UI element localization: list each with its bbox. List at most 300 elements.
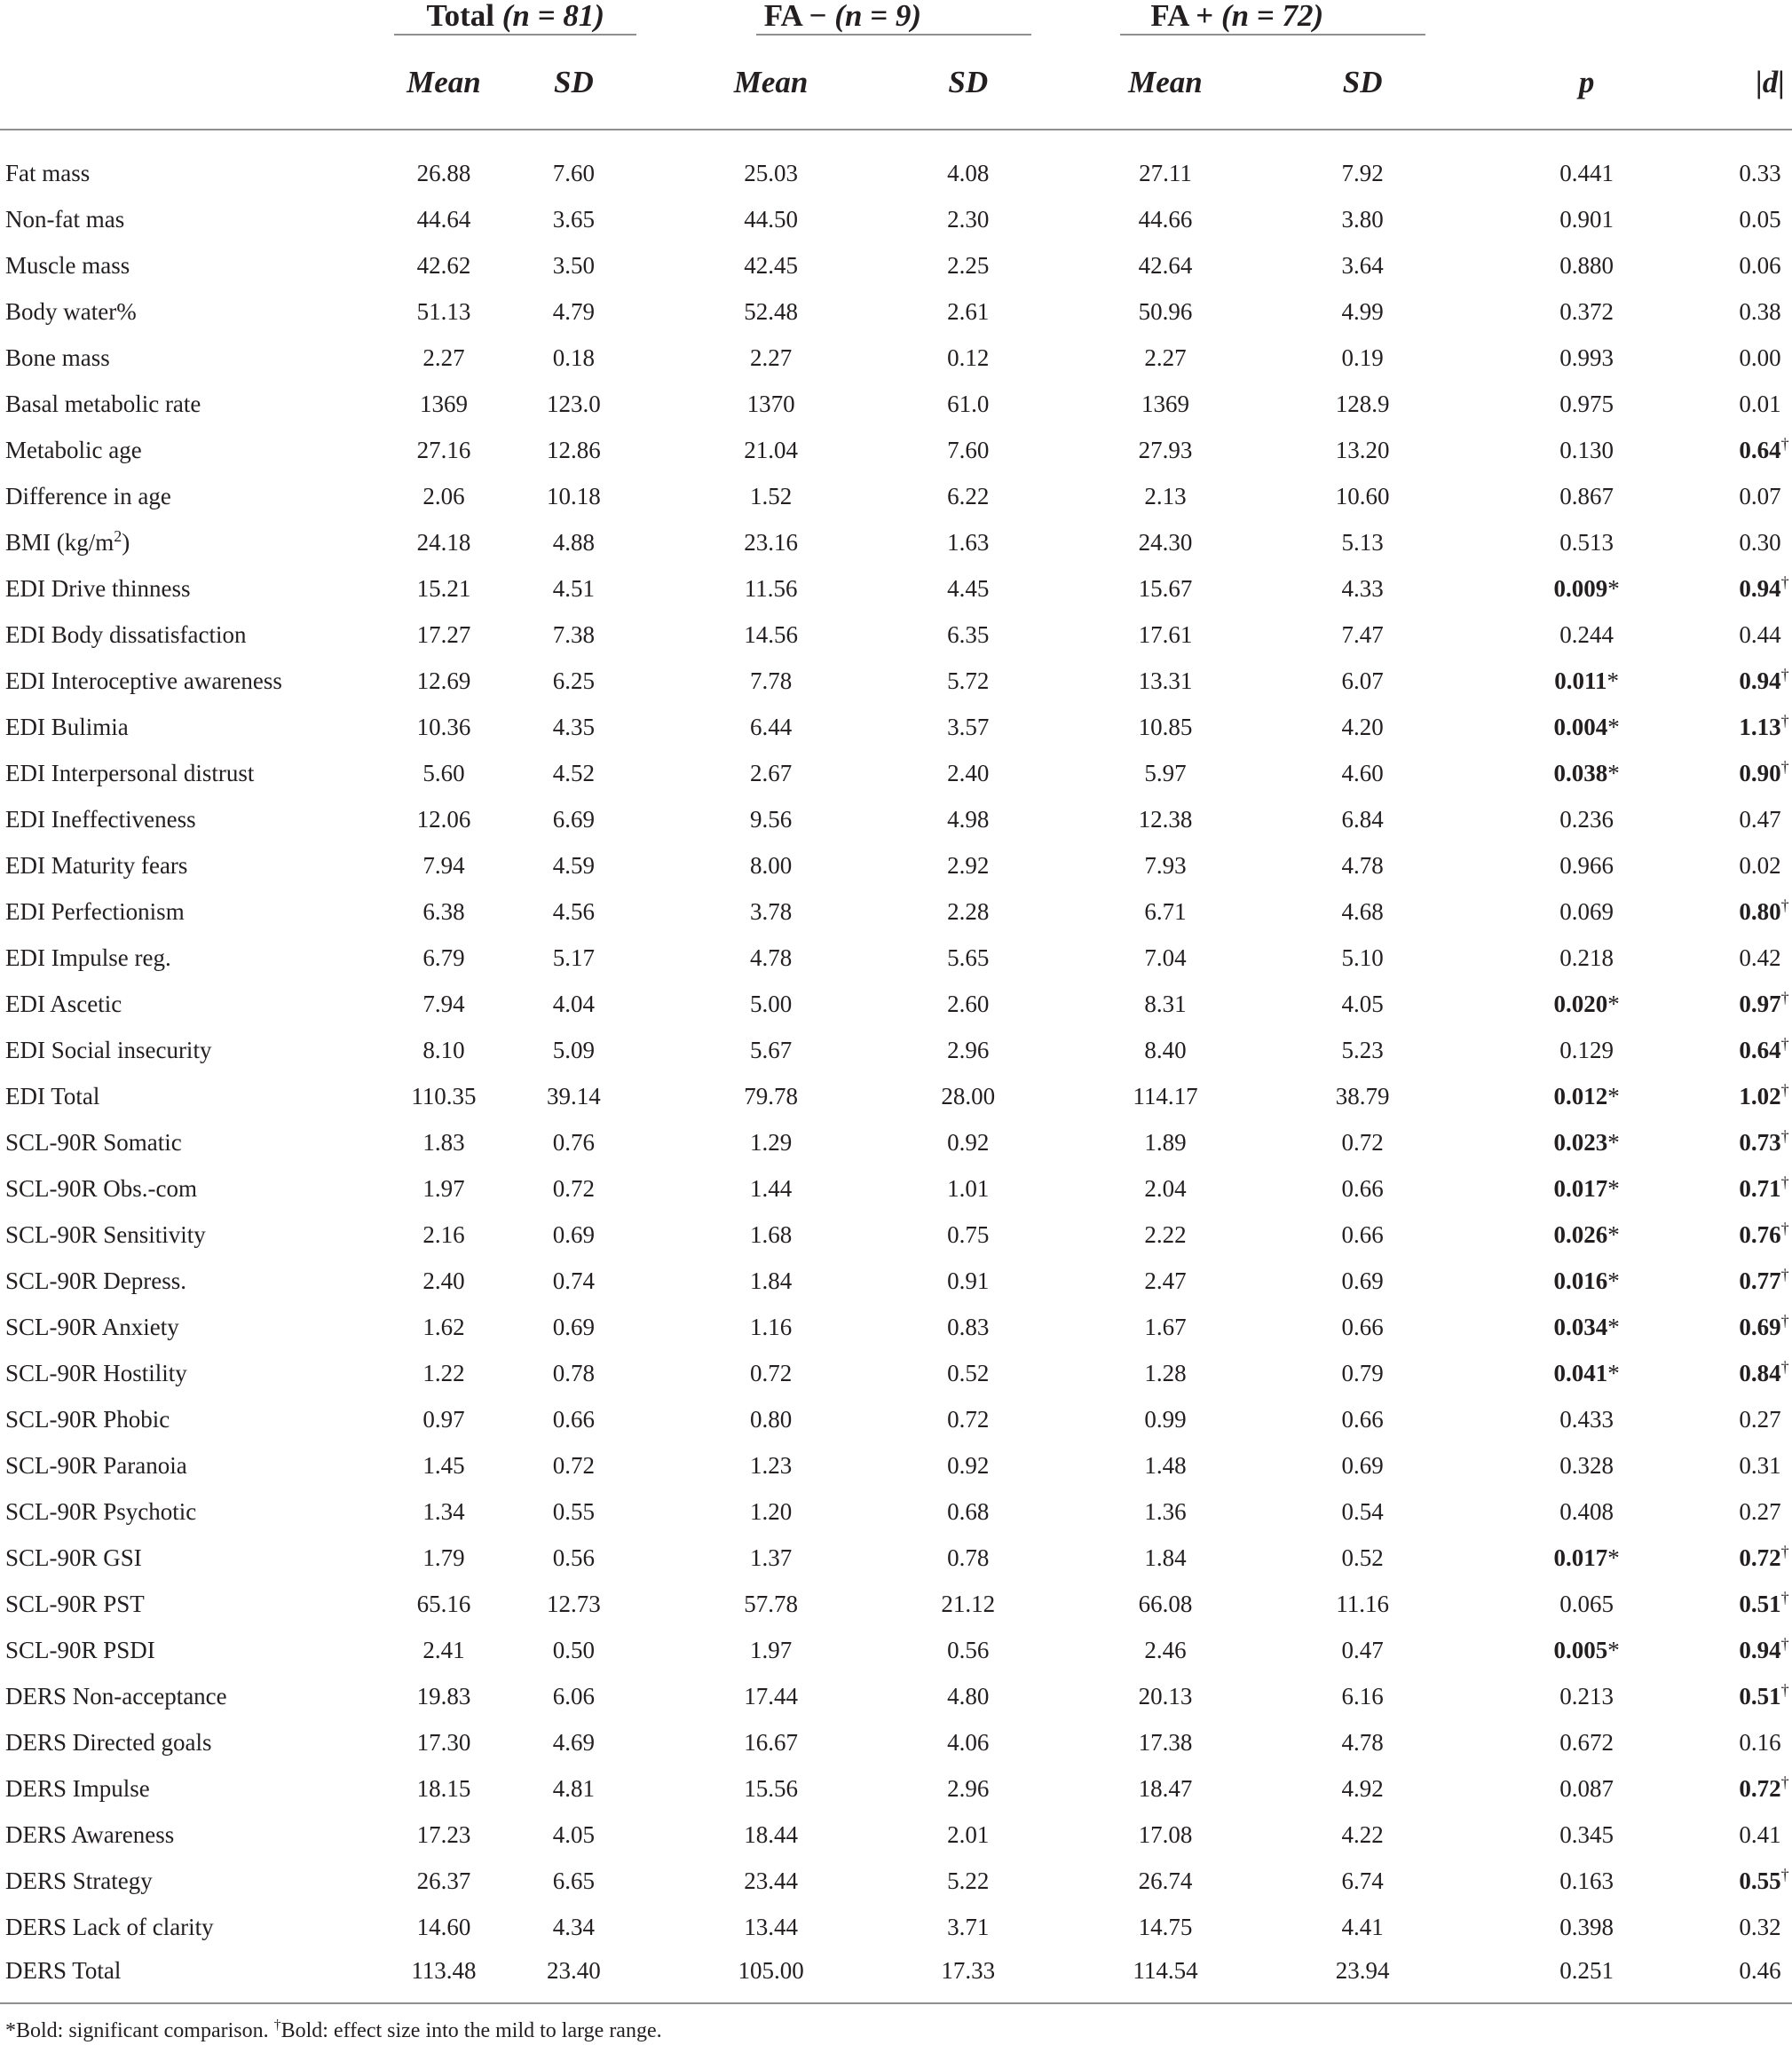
fa-minus-mean-cell: 1370 [746, 390, 795, 417]
fa-minus-sd-cell: 4.08 [947, 159, 990, 186]
fa-plus-mean-cell: 2.13 [1144, 482, 1187, 509]
p-value: 0.398 [1559, 1913, 1614, 1940]
row-label [0, 473, 385, 519]
effect-size-dagger: † [1780, 1034, 1789, 1053]
fa-minus-sd-cell: 1.63 [947, 528, 990, 556]
fa-minus-mean-cell: 5.00 [749, 990, 793, 1017]
table-row [0, 1027, 1792, 1073]
total-mean-cell: 15.21 [416, 574, 471, 602]
effect-size-dagger: † [1780, 711, 1789, 730]
table-row [0, 565, 1792, 612]
fa-minus-mean-cell: 7.78 [749, 667, 793, 694]
fa-plus-mean-cell: 10.85 [1138, 713, 1193, 740]
fa-plus-sd-cell: 13.20 [1335, 436, 1390, 463]
fa-plus-sd-cell: 4.78 [1341, 1728, 1384, 1756]
effect-size-cell [1739, 1165, 1792, 1212]
row-label [0, 612, 385, 658]
table-row [0, 612, 1792, 658]
table-row [0, 1212, 1792, 1258]
p-value: 0.441 [1559, 159, 1614, 186]
row-label-text: SCL-90R Paranoia [5, 1451, 187, 1479]
fa-plus-sd-cell: 4.20 [1341, 713, 1384, 740]
effect-size-value: 0.06 [1739, 251, 1781, 279]
effect-size-value: 0.00 [1739, 343, 1781, 371]
table-bottom-rule [0, 2002, 1792, 2004]
table-row [0, 1073, 1792, 1119]
row-label [0, 335, 385, 381]
total-sd-cell: 0.76 [552, 1128, 596, 1156]
fa-minus-mean-cell: 6.44 [749, 713, 793, 740]
effect-size-dagger: † [1780, 1773, 1789, 1791]
effect-size-cell [1739, 1627, 1792, 1673]
row-label-text: EDI Perfectionism [5, 897, 185, 925]
row-label [0, 981, 385, 1027]
total-sd-cell: 39.14 [547, 1082, 601, 1109]
total-sd-cell: 3.50 [552, 251, 596, 279]
fa-minus-mean-cell: 0.72 [749, 1359, 793, 1386]
effect-size-cell [1739, 935, 1792, 981]
total-mean-cell: 26.88 [416, 159, 471, 186]
fa-minus-mean-cell: 8.00 [749, 851, 793, 879]
significance-star: * [1607, 1313, 1620, 1340]
total-sd-cell: 4.34 [552, 1913, 596, 1940]
p-value-cell [1434, 842, 1739, 888]
row-label-text: EDI Maturity fears [5, 851, 188, 879]
p-value: 0.012 [1553, 1082, 1608, 1109]
effect-size-dagger: † [1780, 1865, 1789, 1883]
p-value: 0.130 [1559, 436, 1614, 463]
effect-size-dagger: † [1780, 1080, 1789, 1099]
p-value: 0.345 [1559, 1820, 1614, 1848]
fa-plus-sd-cell: 0.69 [1341, 1267, 1384, 1294]
fa-minus-sd-cell: 17.33 [941, 1957, 996, 1984]
fa-minus-sd-cell: 5.65 [947, 944, 990, 971]
effect-size-cell [1739, 842, 1792, 888]
fa-plus-mean-cell: 2.46 [1144, 1636, 1187, 1663]
row-label [0, 1073, 385, 1119]
group-fa-minus-name: FA − [763, 0, 827, 33]
total-sd-cell: 7.38 [552, 620, 596, 648]
total-sd-cell: 12.73 [547, 1590, 601, 1617]
total-sd-cell: 0.69 [552, 1313, 596, 1340]
total-mean-cell: 6.38 [422, 897, 465, 925]
total-sd-cell: 6.65 [552, 1867, 596, 1894]
table-row [0, 796, 1792, 842]
p-value-cell [1434, 1165, 1739, 1212]
row-label [0, 242, 385, 288]
group-total-header [385, 0, 645, 36]
row-label-text: SCL-90R PSDI [5, 1636, 155, 1663]
fa-minus-mean-cell: 1.44 [749, 1174, 793, 1202]
p-value: 0.236 [1559, 805, 1614, 833]
total-mean-cell: 8.10 [422, 1036, 465, 1063]
total-sd-cell: 23.40 [547, 1957, 601, 1984]
table-row [0, 130, 1792, 196]
table-row [0, 242, 1792, 288]
row-label [0, 1119, 385, 1165]
total-mean-cell: 7.94 [422, 851, 465, 879]
fa-plus-sd-cell: 0.66 [1341, 1405, 1384, 1433]
effect-size-value: 0.44 [1739, 620, 1781, 648]
effect-size-cell [1739, 888, 1792, 935]
row-label [0, 1212, 385, 1258]
total-sd-cell: 0.72 [552, 1174, 596, 1202]
effect-size-cell [1739, 1212, 1792, 1258]
effect-size-value: 0.02 [1739, 851, 1781, 879]
total-mean-cell: 2.41 [422, 1636, 465, 1663]
effect-size-value: 0.73 [1739, 1128, 1781, 1156]
total-mean-cell: 27.16 [416, 436, 471, 463]
table-footnote [5, 2019, 662, 2043]
fa-minus-sd-cell: 5.22 [947, 1867, 990, 1894]
footnote-star: * [5, 2019, 16, 2042]
fa-plus-mean-cell: 66.08 [1138, 1590, 1193, 1617]
p-value-cell [1434, 1673, 1739, 1719]
fa-plus-mean-cell: 1.48 [1144, 1451, 1187, 1479]
total-mean-cell: 1.62 [422, 1313, 465, 1340]
row-label-text: SCL-90R GSI [5, 1544, 142, 1571]
row-label-text: Muscle mass [5, 251, 130, 279]
total-sd-cell: 0.72 [552, 1451, 596, 1479]
table-row [0, 658, 1792, 704]
effect-size-value: 0.94 [1739, 1636, 1781, 1663]
effect-size-value: 0.76 [1739, 1220, 1781, 1248]
total-mean-cell: 1.45 [422, 1451, 465, 1479]
fa-plus-mean-cell: 17.38 [1138, 1728, 1193, 1756]
effect-size-value: 0.72 [1739, 1774, 1781, 1802]
effect-size-value: 0.01 [1739, 390, 1781, 417]
fa-minus-mean-cell: 1.37 [749, 1544, 793, 1571]
p-value: 0.020 [1553, 990, 1608, 1017]
p-value: 0.408 [1559, 1497, 1614, 1525]
p-value: 0.034 [1553, 1313, 1608, 1340]
fa-plus-mean-cell: 17.08 [1138, 1820, 1193, 1848]
fa-minus-sd-cell: 6.35 [947, 620, 990, 648]
effect-size-value: 0.32 [1739, 1913, 1781, 1940]
row-label [0, 130, 385, 196]
effect-size-dagger: † [1780, 1357, 1789, 1376]
total-sd-header: SD [502, 36, 646, 130]
p-value-cell [1434, 427, 1739, 473]
total-mean-cell: 65.16 [416, 1590, 471, 1617]
total-mean-cell: 1.34 [422, 1497, 465, 1525]
fa-plus-mean-cell: 7.04 [1144, 944, 1187, 971]
fa-plus-sd-cell: 23.94 [1335, 1957, 1390, 1984]
p-value-cell [1434, 242, 1739, 288]
effect-size-cell [1739, 381, 1792, 427]
p-value: 0.004 [1553, 713, 1608, 740]
total-mean-cell: 0.97 [422, 1405, 465, 1433]
p-value: 0.244 [1559, 620, 1614, 648]
significance-star: * [1607, 1544, 1620, 1571]
p-value: 0.129 [1559, 1036, 1614, 1063]
total-sd-cell: 10.18 [547, 482, 601, 509]
row-label-text: BMI (kg/m [5, 528, 114, 556]
table-row [0, 981, 1792, 1027]
table-row [0, 473, 1792, 519]
fa-plus-sd-cell: 0.66 [1341, 1174, 1384, 1202]
p-value: 0.867 [1559, 482, 1614, 509]
fa-plus-mean-cell: 15.67 [1138, 574, 1193, 602]
significance-star: * [1607, 1128, 1620, 1156]
fa-plus-mean-cell: 1.89 [1144, 1128, 1187, 1156]
fa-plus-mean-cell: 20.13 [1138, 1682, 1193, 1710]
fa-minus-sd-cell: 2.96 [947, 1774, 990, 1802]
effect-size-cell [1739, 473, 1792, 519]
effect-size-header: |d| [1739, 36, 1792, 130]
fa-plus-sd-cell: 4.05 [1341, 990, 1384, 1017]
row-label [0, 1627, 385, 1673]
total-sd-cell: 4.52 [552, 759, 596, 786]
fa-minus-mean-cell: 1.16 [749, 1313, 793, 1340]
total-sd-cell: 4.05 [552, 1820, 596, 1848]
fa-plus-sd-cell: 0.66 [1341, 1313, 1384, 1340]
p-value: 0.011 [1554, 667, 1607, 694]
fa-plus-sd-cell: 0.19 [1341, 343, 1384, 371]
table-row [0, 1765, 1792, 1812]
row-label-text: DERS Awareness [5, 1820, 175, 1848]
p-value: 0.901 [1559, 205, 1614, 233]
total-mean-cell: 1.79 [422, 1544, 465, 1571]
fa-minus-mean-cell: 5.67 [749, 1036, 793, 1063]
fa-minus-mean-cell: 44.50 [744, 205, 798, 233]
p-value-header: p [1434, 36, 1739, 130]
effect-size-cell [1739, 1350, 1792, 1396]
effect-size-cell [1739, 196, 1792, 242]
p-value-cell [1434, 196, 1739, 242]
total-mean-cell: 12.69 [416, 667, 471, 694]
significance-star: * [1607, 1267, 1620, 1294]
fa-minus-sd-cell: 0.12 [947, 343, 990, 371]
total-sd-cell: 4.51 [552, 574, 596, 602]
effect-size-dagger: † [1780, 1680, 1789, 1699]
p-value-cell [1434, 1812, 1739, 1858]
p-value-cell [1434, 935, 1739, 981]
header-spacer [0, 0, 385, 36]
effect-size-value: 0.77 [1739, 1267, 1781, 1294]
effect-size-value: 0.90 [1739, 759, 1781, 786]
total-mean-cell: 2.40 [422, 1267, 465, 1294]
fa-minus-mean-cell: 57.78 [744, 1590, 798, 1617]
fa-plus-mean-cell: 1.67 [1144, 1313, 1187, 1340]
fa-minus-sd-header: SD [896, 36, 1040, 130]
p-value: 0.009 [1553, 574, 1608, 602]
total-sd-cell: 0.74 [552, 1267, 596, 1294]
effect-size-value: 0.97 [1739, 990, 1781, 1017]
fa-plus-sd-cell: 3.80 [1341, 205, 1384, 233]
effect-size-value: 0.33 [1739, 159, 1781, 186]
total-mean-cell: 17.27 [416, 620, 471, 648]
row-label-text: DERS Strategy [5, 1867, 153, 1894]
total-mean-cell: 1.22 [422, 1359, 465, 1386]
fa-plus-sd-cell: 6.74 [1341, 1867, 1384, 1894]
fa-minus-mean-cell: 79.78 [744, 1082, 798, 1109]
effect-size-value: 0.71 [1739, 1174, 1781, 1202]
p-value: 0.433 [1559, 1405, 1614, 1433]
fa-minus-sd-cell: 0.78 [947, 1544, 990, 1571]
row-label-text: Fat mass [5, 159, 91, 186]
p-value: 0.069 [1559, 897, 1614, 925]
fa-minus-sd-cell: 2.30 [947, 205, 990, 233]
row-label [0, 1442, 385, 1488]
p-value-cell [1434, 612, 1739, 658]
fa-plus-sd-cell: 7.92 [1341, 159, 1384, 186]
total-sd-cell: 0.66 [552, 1405, 596, 1433]
p-value-cell [1434, 1627, 1739, 1673]
total-mean-cell: 2.16 [422, 1220, 465, 1248]
effect-size-value: 0.72 [1739, 1544, 1781, 1571]
p-value-cell [1434, 1258, 1739, 1304]
effect-size-cell [1739, 1765, 1792, 1812]
effect-size-cell [1739, 1027, 1792, 1073]
effect-size-dagger: † [1780, 665, 1789, 683]
fa-minus-sd-cell: 0.72 [947, 1405, 990, 1433]
p-value-cell [1434, 1488, 1739, 1535]
fa-plus-mean-cell: 0.99 [1144, 1405, 1187, 1433]
fa-plus-mean-cell: 26.74 [1138, 1867, 1193, 1894]
effect-size-value: 0.41 [1739, 1820, 1781, 1848]
fa-plus-mean-cell: 1.84 [1144, 1544, 1187, 1571]
fa-minus-mean-cell: 13.44 [744, 1913, 798, 1940]
table-row [0, 1535, 1792, 1581]
table-row [0, 750, 1792, 796]
effect-size-cell [1739, 1673, 1792, 1719]
fa-plus-mean-cell: 1369 [1141, 390, 1189, 417]
group-total-name: Total [426, 0, 494, 33]
p-value-cell [1434, 981, 1739, 1027]
significance-star: * [1607, 1082, 1620, 1109]
fa-plus-mean-cell: 50.96 [1138, 297, 1193, 325]
effect-size-value: 0.30 [1739, 528, 1781, 556]
row-label [0, 888, 385, 935]
fa-plus-sd-cell: 6.16 [1341, 1682, 1384, 1710]
fa-minus-sd-cell: 4.80 [947, 1682, 990, 1710]
p-value-cell [1434, 1535, 1739, 1581]
p-value: 0.880 [1559, 251, 1614, 279]
fa-minus-sd-cell: 3.71 [947, 1913, 990, 1940]
effect-size-value: 0.94 [1739, 574, 1781, 602]
total-mean-cell: 1369 [419, 390, 468, 417]
p-value: 0.017 [1553, 1174, 1608, 1202]
table-row [0, 1258, 1792, 1304]
fa-plus-mean-cell: 17.61 [1138, 620, 1193, 648]
significance-star: * [1606, 667, 1620, 694]
fa-plus-mean-cell: 8.31 [1144, 990, 1187, 1017]
p-value-cell [1434, 519, 1739, 565]
row-label [0, 1858, 385, 1904]
fa-plus-sd-cell: 3.64 [1341, 251, 1384, 279]
group-fa-minus-n: (n = 9) [834, 0, 922, 33]
total-sd-cell: 0.78 [552, 1359, 596, 1386]
significance-star: * [1607, 713, 1620, 740]
p-value-cell [1434, 1212, 1739, 1258]
p-value-cell [1434, 1350, 1739, 1396]
row-label-text: EDI Interpersonal distrust [5, 759, 255, 786]
fa-minus-sd-cell: 2.28 [947, 897, 990, 925]
total-sd-cell: 6.06 [552, 1682, 596, 1710]
total-mean-cell: 26.37 [416, 1867, 471, 1894]
row-label-text: EDI Interoceptive awareness [5, 667, 282, 694]
total-sd-cell: 0.55 [552, 1497, 596, 1525]
fa-minus-mean-cell: 11.56 [744, 574, 798, 602]
fa-plus-mean-cell: 114.17 [1133, 1082, 1198, 1109]
fa-plus-mean-cell: 14.75 [1138, 1913, 1193, 1940]
fa-minus-mean-cell: 18.44 [744, 1820, 798, 1848]
total-sd-cell: 5.17 [552, 944, 596, 971]
significance-star: * [1607, 1220, 1620, 1248]
table-row [0, 704, 1792, 750]
fa-minus-sd-cell: 4.45 [947, 574, 990, 602]
group-total-n: (n = 81) [501, 0, 604, 33]
fa-plus-mean-cell: 13.31 [1138, 667, 1193, 694]
row-label-text: EDI Body dissatisfaction [5, 620, 247, 648]
effect-size-dagger: † [1780, 988, 1789, 1007]
footnote-effect-note: Bold: effect size into the mild to large range. [280, 2019, 662, 2042]
total-mean-cell: 7.94 [422, 990, 465, 1017]
fa-plus-sd-cell: 0.54 [1341, 1497, 1384, 1525]
group-fa-plus-header [1040, 0, 1434, 36]
fa-minus-mean-cell: 1.68 [749, 1220, 793, 1248]
p-value-cell [1434, 1073, 1739, 1119]
total-mean-cell: 113.48 [411, 1957, 477, 1984]
fa-plus-mean-cell: 7.93 [1144, 851, 1187, 879]
fa-minus-sd-cell: 2.96 [947, 1036, 990, 1063]
row-label-text: EDI Bulimia [5, 713, 129, 740]
effect-size-value: 0.51 [1739, 1590, 1781, 1617]
total-mean-header: Mean [385, 36, 501, 130]
effect-size-cell [1739, 427, 1792, 473]
total-sd-cell: 0.18 [552, 343, 596, 371]
total-mean-cell: 10.36 [416, 713, 471, 740]
fa-plus-sd-cell: 11.16 [1336, 1590, 1390, 1617]
p-value: 0.213 [1559, 1682, 1614, 1710]
fa-plus-sd-cell: 5.23 [1341, 1036, 1384, 1063]
fa-minus-mean-cell: 52.48 [744, 297, 798, 325]
effect-size-dagger: † [1780, 1542, 1789, 1560]
fa-minus-sd-cell: 2.01 [947, 1820, 990, 1848]
total-mean-cell: 18.15 [416, 1774, 471, 1802]
fa-minus-mean-cell: 105.00 [738, 1957, 804, 1984]
fa-minus-sd-cell: 2.25 [947, 251, 990, 279]
effect-size-value: 0.07 [1739, 482, 1781, 509]
row-label [0, 1027, 385, 1073]
total-mean-cell: 12.06 [416, 805, 471, 833]
table-row [0, 1396, 1792, 1442]
significance-star: * [1607, 990, 1620, 1017]
fa-minus-sd-cell: 7.60 [947, 436, 990, 463]
row-label-text: SCL-90R Sensitivity [5, 1220, 206, 1248]
table-row [0, 427, 1792, 473]
row-label-text: SCL-90R Hostility [5, 1359, 187, 1386]
effect-size-value: 0.80 [1739, 897, 1781, 925]
total-sd-cell: 3.65 [552, 205, 596, 233]
effect-size-value: 0.16 [1739, 1728, 1781, 1756]
fa-plus-mean-cell: 114.54 [1133, 1957, 1198, 1984]
table-row [0, 1442, 1792, 1488]
effect-size-dagger: † [1780, 1126, 1789, 1145]
row-label-superscript: 2 [114, 526, 122, 545]
p-value-cell [1434, 1765, 1739, 1812]
label-column-header [0, 36, 385, 130]
total-mean-cell: 2.27 [422, 343, 465, 371]
p-value: 0.513 [1559, 528, 1614, 556]
total-sd-cell: 4.81 [552, 1774, 596, 1802]
p-value-cell [1434, 1581, 1739, 1627]
effect-size-cell [1739, 704, 1792, 750]
fa-plus-sd-cell: 6.84 [1341, 805, 1384, 833]
fa-plus-mean-cell: 42.64 [1138, 251, 1193, 279]
total-mean-cell: 42.62 [416, 251, 471, 279]
